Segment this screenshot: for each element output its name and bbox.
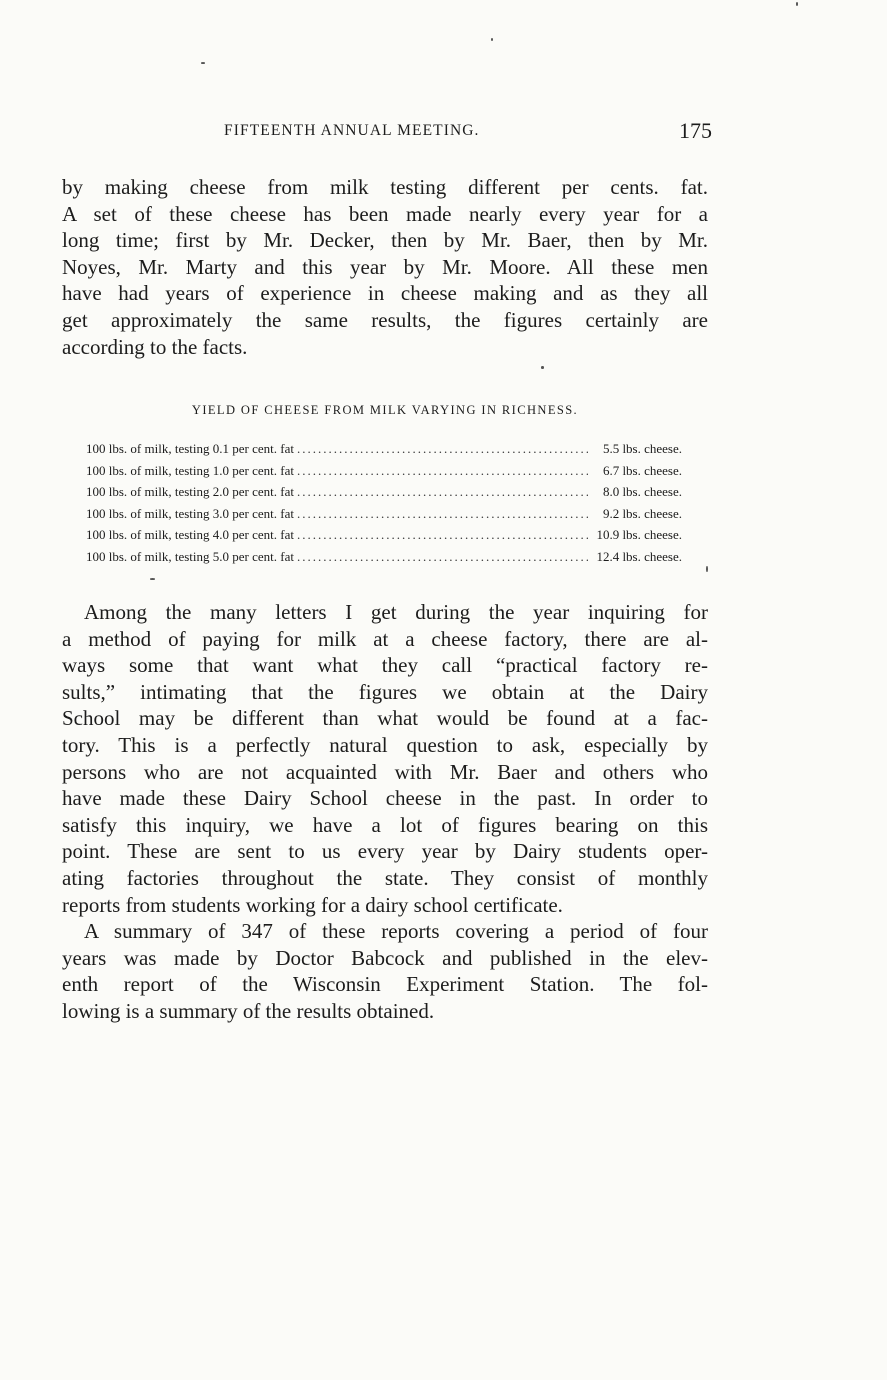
row-amount: 5.5 [602,441,620,456]
print-speck [491,38,493,41]
row-amount: 8.0 [602,484,620,500]
text-line: a method of paying for milk at a cheese factory, there are al- [62,626,708,651]
row-unit: lbs. cheese. [622,505,682,521]
print-speck [706,566,708,572]
text-line: get approximately the same results, the figures certainly are [62,307,708,332]
row-amount: 10.9 [596,527,620,543]
table-row [86,549,682,571]
row-unit: lbs. cheese. [622,462,682,478]
text-line: enth report of the Wisconsin Experiment Station. The fol- [62,972,708,997]
row-amount: 9.2 [602,505,620,521]
text-line: years was made by Doctor Babcock and published in the elev- [62,945,708,970]
text-line: A summary of 347 of these reports covering a period of four [84,919,708,943]
print-speck [541,366,544,369]
running-head [62,120,712,150]
row-description: 100 lbs. of milk, testing 0.1 per cent. fat [86,441,294,456]
row-description: 100 lbs. of milk, testing 3.0 per cent. fat [86,505,294,521]
dot-leader [297,527,588,543]
dot-leader [297,441,588,457]
table-row [86,463,682,485]
row-description: 100 lbs. of milk, testing 1.0 per cent. fat [86,462,294,478]
dot-leader [297,506,588,522]
text-line: reports from students working for a dairy school certificate. [62,892,563,917]
text-line: tory. This is a perfectly natural question to ask, especially by [62,732,708,757]
row-unit: lbs. cheese. [622,527,682,543]
row-description: 100 lbs. of milk, testing 5.0 per cent. fat [86,548,294,564]
text-line: point. These are sent to us every year by Dairy students oper- [62,839,708,864]
text-line: A set of these cheese has been made nearly every year for a [62,201,708,226]
yield-table [86,441,682,571]
text-line: lowing is a summary of the results obtained. [62,998,435,1023]
text-line: Among the many letters I get during the year inquiring for [84,600,708,624]
text-line: School may be different than what would be found at a fac- [62,706,708,731]
table-title: YIELD OF CHEESE FROM MILK VARYING IN RICHNESS. [191,403,579,417]
dot-leader [297,549,588,565]
text-line: Noyes, Mr. Marty and this year by Mr. Moore. All these men [62,254,708,279]
text-line: persons who are not acquainted with Mr. Baer and others who [62,759,708,784]
row-unit: lbs. cheese. [622,548,682,564]
paragraph-practical-results [62,599,708,918]
row-description: 100 lbs. of milk, testing 4.0 per cent. fat [86,527,294,543]
table-row [86,484,682,506]
row-unit: lbs. cheese. [622,484,682,500]
page-number: 175 [679,118,712,143]
paragraph-babcock-summary [62,918,708,1024]
table-row [86,441,682,463]
text-line: have made these Dairy School cheese in the past. In order to [62,786,708,811]
text-line: have had years of experience in cheese making and as they all [62,281,708,306]
text-line: ways some that want what they call “practical factory re- [62,653,708,678]
dot-leader [297,463,588,479]
print-speck [150,578,155,580]
row-description: 100 lbs. of milk, testing 2.0 per cent. fat [86,484,294,500]
dot-leader [297,484,588,500]
row-amount: 12.4 [596,548,620,564]
text-line: ating factories throughout the state. They consist of monthly [62,865,708,890]
text-line: sults,” intimating that the figures we obtain at the Dairy [62,679,708,704]
row-amount: 6.7 [602,462,620,478]
table-row [86,506,682,528]
print-speck [201,62,205,64]
text-line: by making cheese from milk testing different per cents. fat. [62,175,708,199]
paragraph-cheese-yield-intro [62,174,708,360]
running-title: FIFTEENTH ANNUAL MEETING. [224,122,480,139]
table-row [86,527,682,549]
row-unit: lbs. cheese. [622,441,682,456]
text-line: satisfy this inquiry, we have a lot of figures bearing on this [62,812,708,837]
text-line: according to the facts. [62,334,248,359]
print-speck [796,2,798,6]
text-line: long time; first by Mr. Decker, then by Mr. Baer, then by Mr. [62,228,708,253]
